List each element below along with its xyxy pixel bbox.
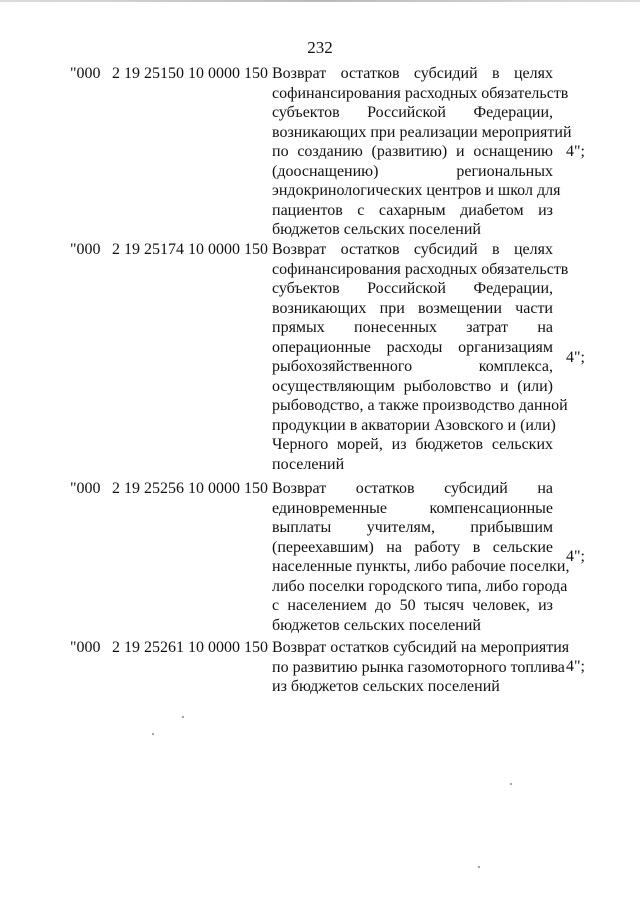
description-line: по развитию рынка газомоторного топлива	[272, 658, 565, 676]
description-line: поселений	[272, 455, 345, 473]
description-line: продукции в акватории Азовского и (или)	[272, 416, 556, 434]
row-prefix: "000	[70, 65, 101, 82]
description-line: выплаты учителям, прибывшим	[272, 519, 553, 536]
budget-code: 2 19 25256 10 0000 150	[112, 480, 268, 497]
scan-speck	[152, 733, 154, 735]
description-line: Черного морей, из бюджетов сельских	[272, 436, 553, 453]
description-line: рыбохозяйственного комплекса,	[272, 358, 553, 375]
description-line: Возврат остатков субсидий в целях	[272, 241, 553, 258]
description-line: Возврат остатков субсидий на	[272, 480, 553, 497]
description-line: софинансирования расходных обязательств	[272, 84, 569, 102]
row-value: 4";	[566, 658, 585, 675]
description-line: населенные пункты, либо рабочие поселки,	[272, 558, 570, 575]
description-line: осуществляющим рыболовство и (или)	[272, 377, 553, 395]
description-line: единовременные компенсационные	[272, 499, 553, 517]
description-line: операционные расходы организациям	[272, 338, 553, 356]
scan-speck	[478, 866, 480, 868]
budget-code: 2 19 25150 10 0000 150	[112, 65, 268, 82]
description-line: по созданию (развитию) и оснащению	[272, 143, 553, 160]
description-line: рыбоводство, а также производство данной	[272, 397, 568, 414]
description-line: Возврат остатков субсидий на мероприятия	[272, 639, 570, 656]
description-line: бюджетов сельских поселений	[272, 616, 481, 634]
description-line: возникающих при возмещении части	[272, 299, 553, 317]
description-line: (дооснащению) региональных	[272, 162, 553, 180]
table-row	[0, 64, 640, 240]
description-line: софинансирования расходных обязательств	[272, 260, 569, 278]
description-line: с населением до 50 тысяч человек, из	[272, 597, 553, 614]
description-line: из бюджетов сельских поселений	[272, 678, 500, 695]
row-description	[272, 64, 572, 240]
scan-speck	[510, 783, 512, 785]
description-line: Возврат остатков субсидий в целях	[272, 65, 553, 82]
table-row	[0, 240, 640, 474]
row-prefix: "000	[70, 639, 101, 656]
description-line: (переехавшим) на работу в сельские	[272, 538, 553, 556]
page-number: 232	[307, 38, 333, 57]
table-row	[0, 479, 640, 635]
description-line: эндокринологических центров и школ для	[272, 182, 561, 199]
row-value: 4";	[566, 548, 585, 565]
row-description	[272, 479, 570, 635]
description-line: субъектов Российской Федерации,	[272, 104, 553, 121]
description-line: бюджетов сельских поселений	[272, 221, 481, 238]
description-line: возникающих при реализации мероприятий	[272, 123, 572, 141]
description-line: либо поселки городского типа, либо города	[272, 577, 568, 595]
page-top-edge	[0, 0, 640, 2]
budget-code: 2 19 25174 10 0000 150	[112, 241, 268, 258]
row-value: 4";	[566, 349, 585, 366]
row-value: 4";	[566, 143, 585, 160]
row-description	[272, 240, 569, 474]
row-prefix: "000	[70, 241, 101, 258]
description-line: субъектов Российской Федерации,	[272, 280, 553, 297]
row-prefix: "000	[70, 480, 101, 497]
scan-speck	[182, 716, 184, 718]
description-line: прямых понесенных затрат на	[272, 319, 553, 336]
budget-code: 2 19 25261 10 0000 150	[112, 639, 268, 656]
description-line: пациентов с сахарным диабетом из	[272, 201, 553, 219]
table-row	[0, 638, 640, 698]
row-description	[272, 638, 570, 697]
